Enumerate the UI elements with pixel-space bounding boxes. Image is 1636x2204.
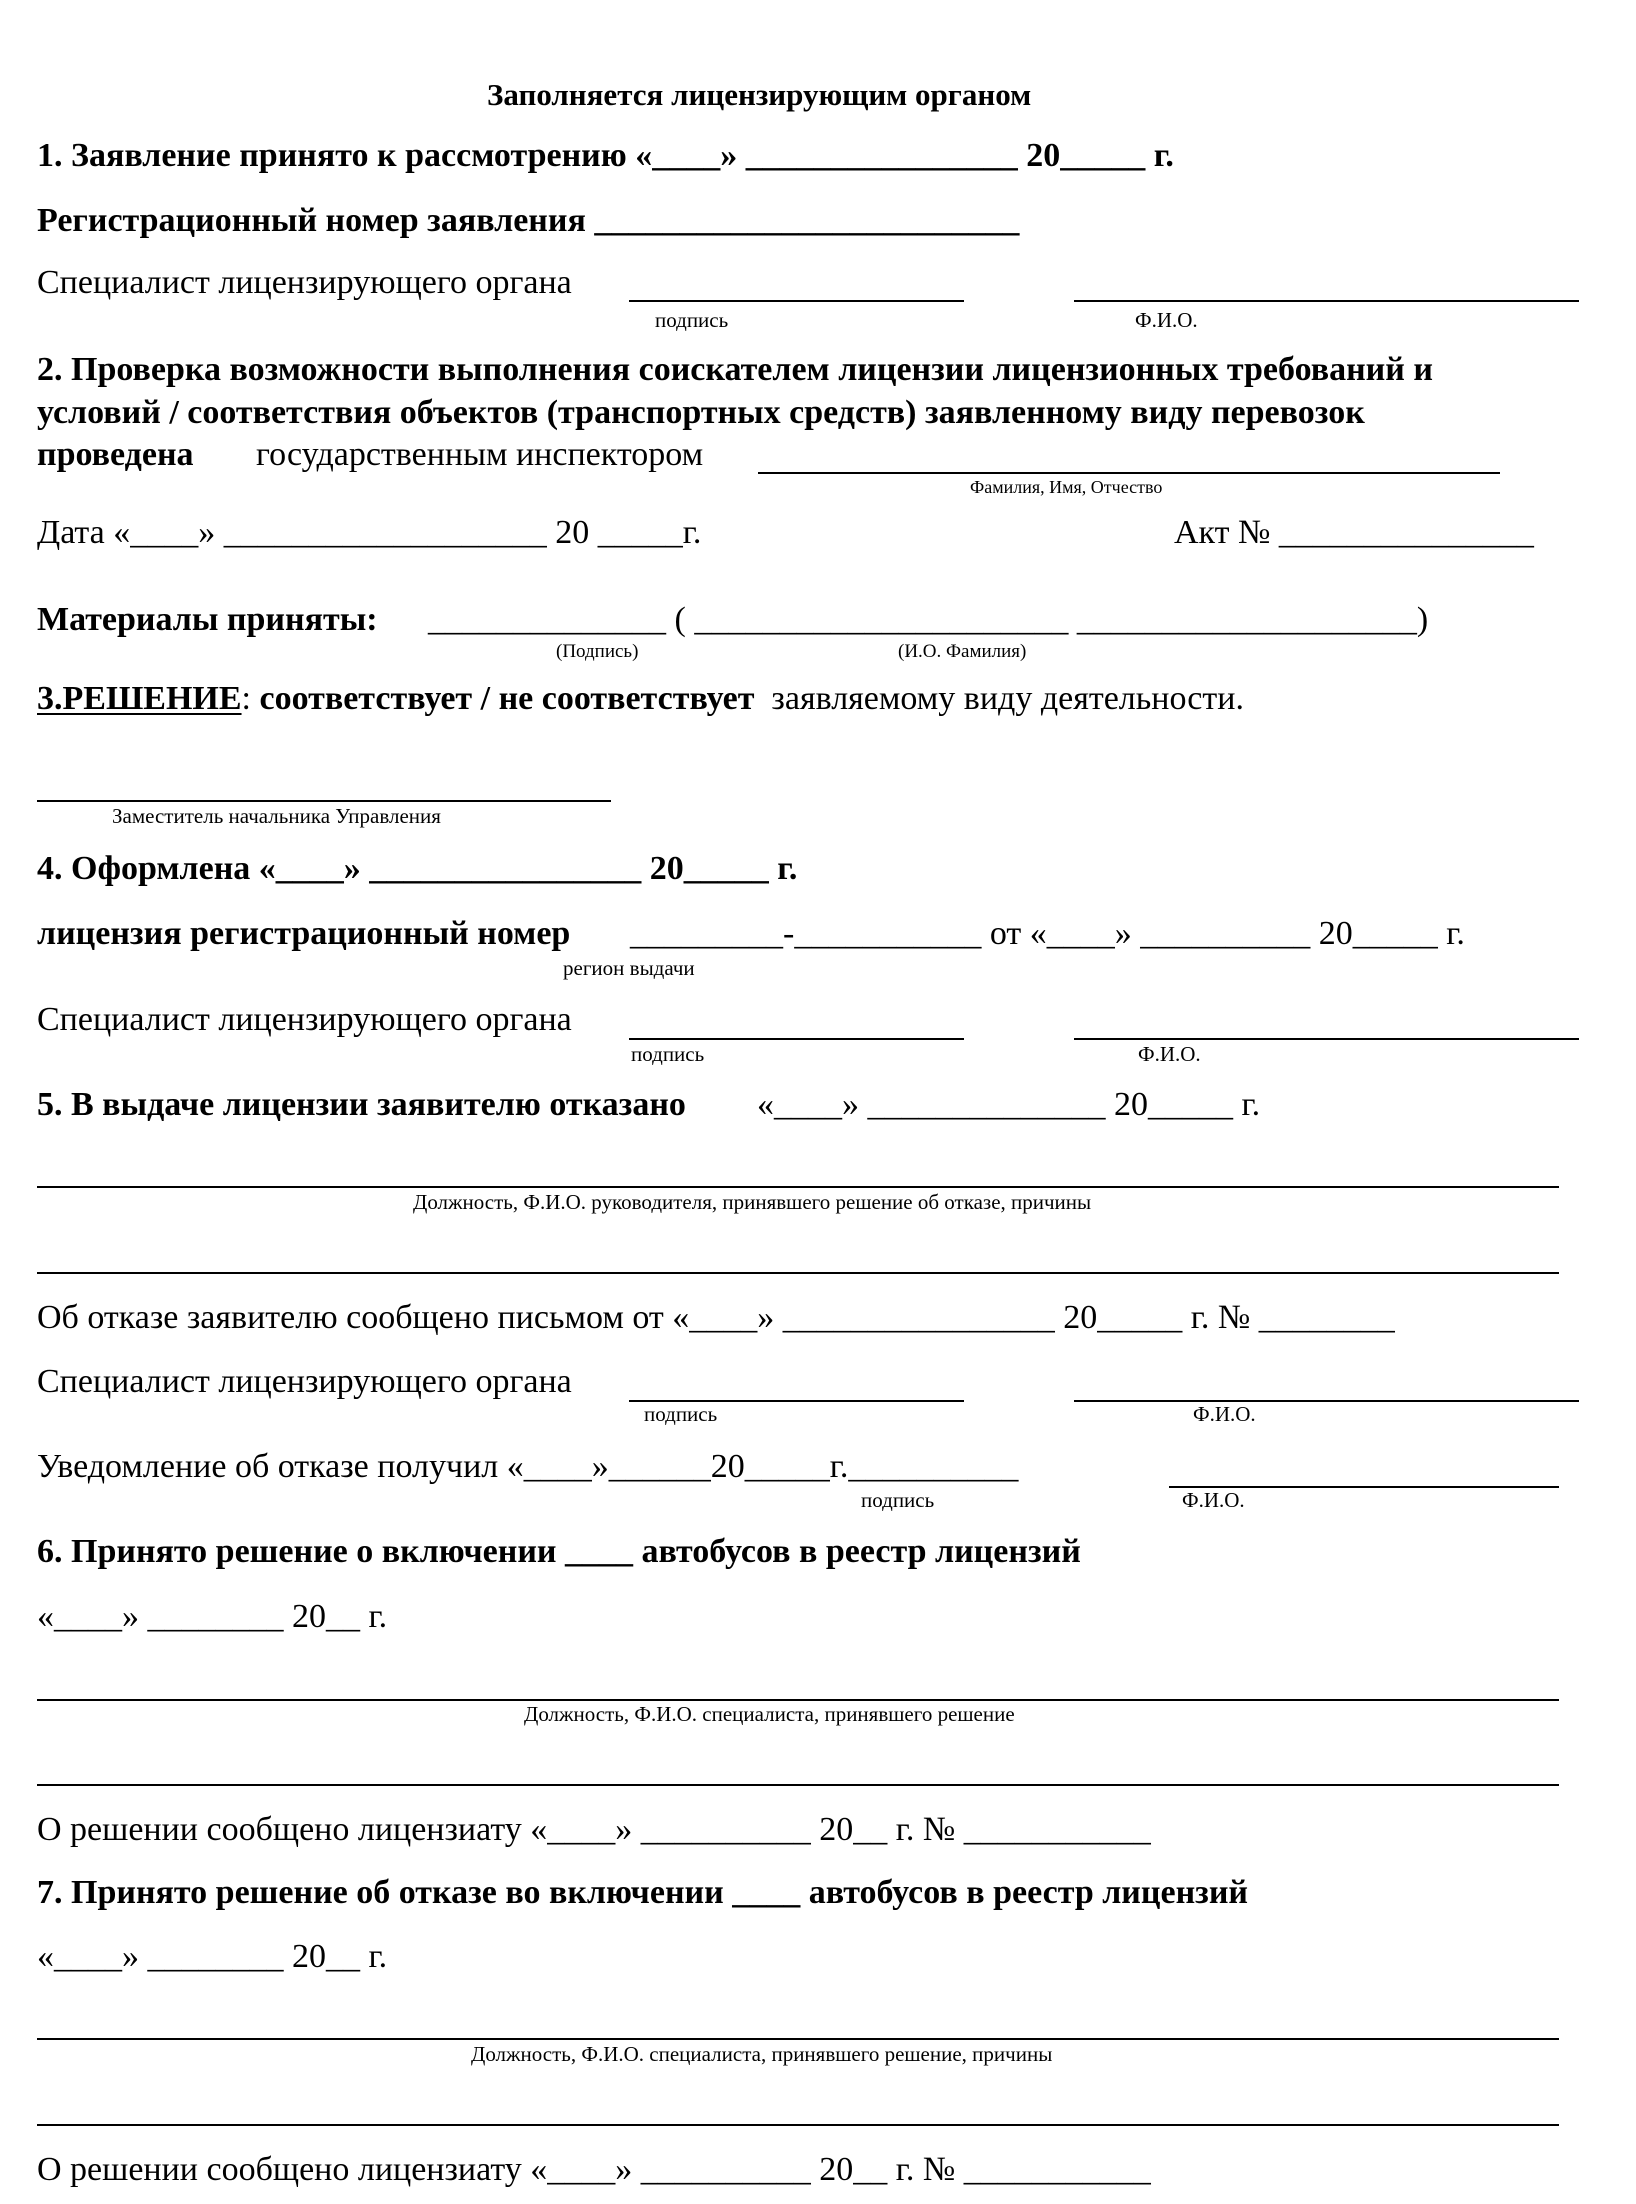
fio-caption-5: Ф.И.О. <box>1193 1402 1256 1426</box>
materials-name-caption: (И.О. Фамилия) <box>898 641 1027 662</box>
license-number-fields: _________-___________ от «____» __________ 20_____ г. <box>630 915 1465 952</box>
section-5-refused: 5. В выдаче лицензии заявителю отказано <box>37 1086 686 1123</box>
section-4-issued: 4. Оформлена «____» ________________ 20_____ г. <box>37 850 798 887</box>
specialist-label-5: Специалист лицензирующего органа <box>37 1363 572 1400</box>
refusal-notice: Уведомление об отказе получил «____»______20_____г.__________ <box>37 1448 1019 1485</box>
section-6-date: «____» ________ 20__ г. <box>37 1598 388 1635</box>
specialist-fio-line <box>1074 300 1579 302</box>
specialist-label-4: Специалист лицензирующего органа <box>37 1001 572 1038</box>
specialist-label: Специалист лицензирующего органа <box>37 264 572 301</box>
head-decision-line <box>37 1186 1559 1188</box>
region-caption: регион выдачи <box>563 956 695 980</box>
specialist-fio-line-4 <box>1074 1038 1579 1040</box>
section-7-title: 7. Принято решение об отказе во включении ____ автобусов в реестр лицензий <box>37 1874 1249 1911</box>
section-6-informed: О решении сообщено лицензиату «____» __________ 20__ г. № ___________ <box>37 1811 1151 1848</box>
materials-accepted-fields: ______________ ( ______________________ ____________________) <box>428 601 1429 638</box>
fio-caption-4: Ф.И.О. <box>1138 1042 1201 1066</box>
decision-rest: заявляемому виду деятельности. <box>771 680 1244 717</box>
inspection-date: Дата «____» ___________________ 20 _____г. <box>37 514 702 551</box>
section-7-date: «____» ________ 20__ г. <box>37 1938 388 1975</box>
section-7-specialist-line-2 <box>37 2124 1559 2126</box>
notice-fio-caption: Ф.И.О. <box>1182 1488 1245 1512</box>
signature-caption-5: подпись <box>644 1402 718 1426</box>
section-3-decision <box>37 682 1244 716</box>
section-6-caption: Должность, Ф.И.О. специалиста, принявшего решение <box>524 1702 1015 1726</box>
registration-number-label: Регистрационный номер заявления _________________________ <box>37 202 1020 239</box>
specialist-signature-line-4 <box>629 1038 964 1040</box>
section-2-conducted: проведена <box>37 436 194 473</box>
fio-caption: Ф.И.О. <box>1135 308 1198 332</box>
act-number: Акт № _______________ <box>1174 514 1534 551</box>
section-6-specialist-line <box>37 1699 1559 1701</box>
head-decision-line-2 <box>37 1272 1559 1274</box>
section-6-title: 6. Принято решение о включении ____ автобусов в реестр лицензий <box>37 1533 1081 1570</box>
section-7-informed: О решении сообщено лицензиату «____» __________ 20__ г. № ___________ <box>37 2151 1151 2188</box>
section-7-specialist-line <box>37 2038 1559 2040</box>
signature-caption-4: подпись <box>631 1042 705 1066</box>
decision-label: 3.РЕШЕНИЕ <box>37 680 242 717</box>
refusal-letter: Об отказе заявителю сообщено письмом от «____» ________________ 20_____ г. № ________ <box>37 1299 1395 1336</box>
decision-colon: : <box>241 680 251 717</box>
section-2-line-1: 2. Проверка возможности выполнения соискателем лицензии лицензионных требований и <box>37 351 1433 388</box>
section-7-caption: Должность, Ф.И.О. специалиста, принявшего решение, причины <box>471 2042 1053 2066</box>
inspector-name-line <box>758 472 1500 474</box>
materials-accepted-label: Материалы приняты: <box>37 601 378 638</box>
license-number-label: лицензия регистрационный номер <box>37 915 571 952</box>
section-2-line-2: условий / соответствия объектов (транспортных средств) заявленному виду перевозок <box>37 394 1365 431</box>
specialist-signature-line <box>629 300 964 302</box>
refused-date: «____» ______________ 20_____ г. <box>757 1086 1261 1123</box>
section-6-specialist-line-2 <box>37 1784 1559 1786</box>
section-1-accepted: 1. Заявление принято к рассмотрению «____» ________________ 20_____ г. <box>37 137 1174 174</box>
deputy-caption: Заместитель начальника Управления <box>112 804 441 828</box>
inspector-name-caption: Фамилия, Имя, Отчество <box>970 477 1163 497</box>
decision-options: соответствует / не соответствует <box>259 680 755 717</box>
signature-caption: подпись <box>655 308 729 332</box>
inspector-label: государственным инспектором <box>256 436 704 473</box>
deputy-signature-line <box>37 800 611 802</box>
materials-signature-caption: (Подпись) <box>556 641 639 662</box>
head-decision-caption: Должность, Ф.И.О. руководителя, принявшего решение об отказе, причины <box>413 1190 1092 1214</box>
notice-signature-caption: подпись <box>861 1488 935 1512</box>
form-header: Заполняется лицензирующим органом <box>487 77 1032 112</box>
specialist-fio-line-5 <box>1074 1400 1579 1402</box>
